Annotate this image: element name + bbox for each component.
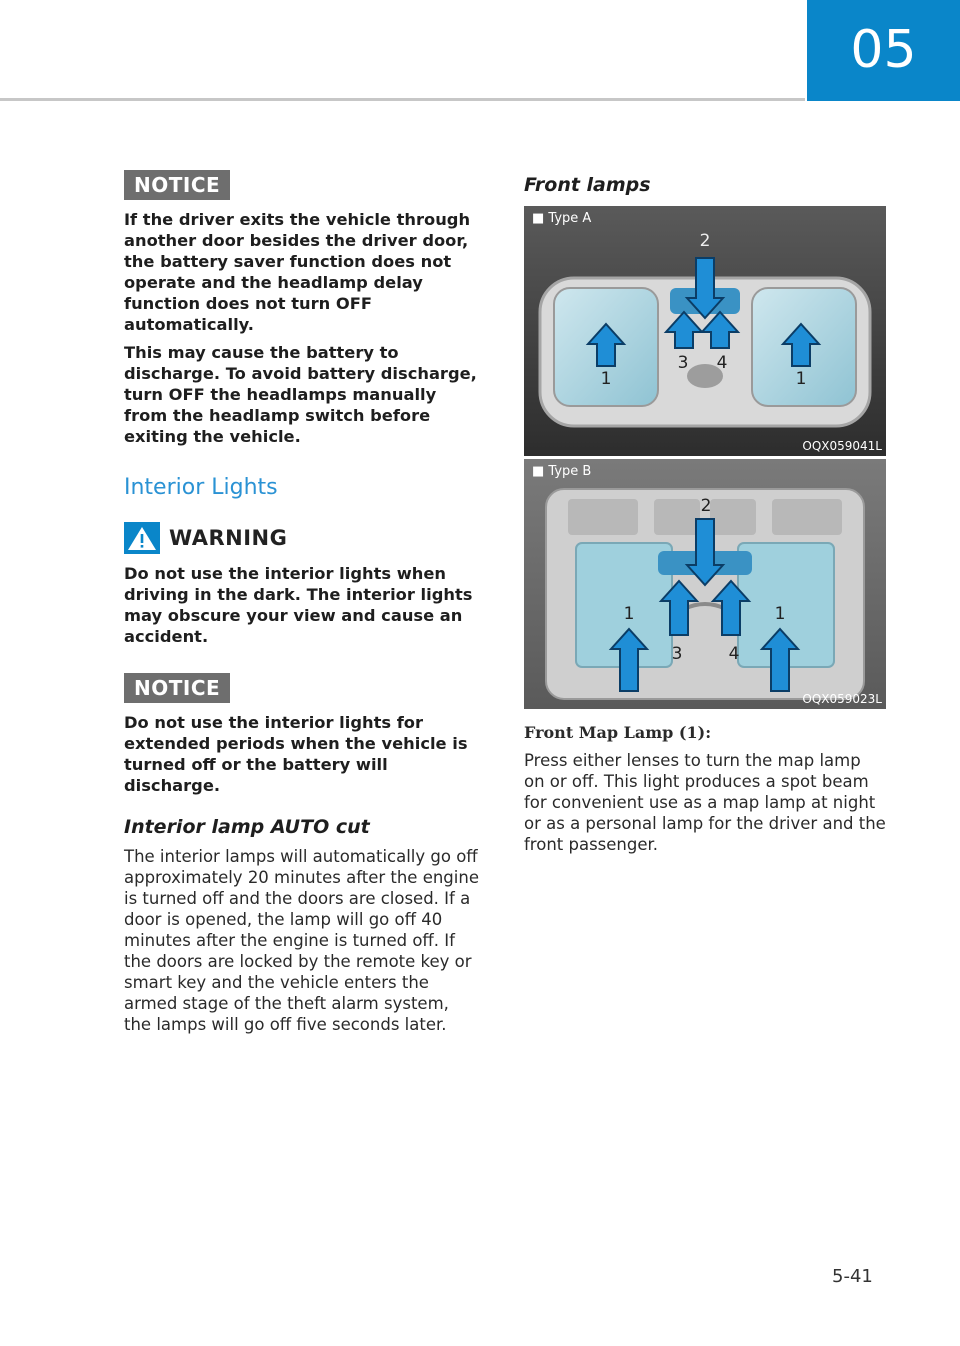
notice-badge: NOTICE (124, 170, 230, 200)
notice-badge: NOTICE (124, 673, 230, 703)
notice-text: Do not use the interior lights for extended periods when the vehicle is turned off or the battery will discharge. (124, 713, 468, 795)
notice-text: If the driver exits the vehicle through another door besides the driver door, the battery saver function does not operate and the headlamp delay function does not turn OFF automatically. (124, 210, 471, 334)
chapter-tab: 05 (807, 0, 960, 101)
figure-code: OQX059041L (802, 439, 882, 453)
callout-label: 2 (699, 231, 711, 251)
figure-type-b (524, 459, 886, 709)
right-column (524, 170, 886, 855)
map-lamp-heading: Front Map Lamp (1): (524, 723, 712, 742)
callout-label: 3 (671, 644, 683, 664)
body-text: Press either lenses to turn the map lamp on or off. This light produces a spot beam for convenient use as a map lamp at night or as a personal lamp for the driver and the front passenger. (524, 751, 886, 854)
section-title: Interior Lights (124, 475, 278, 500)
callout-label: 1 (774, 604, 786, 624)
left-column (124, 170, 480, 1035)
figure-type-label: ■ Type B (532, 464, 592, 479)
header-rule (0, 98, 805, 101)
subsection-title: Interior lamp AUTO cut (124, 816, 370, 838)
callout-label: 1 (623, 604, 635, 624)
callout-label: 1 (795, 369, 807, 389)
callout-label: 2 (700, 496, 712, 516)
figure-type-a (524, 206, 886, 456)
lamp-illustration (524, 459, 886, 709)
figure-code: OQX059023L (802, 692, 882, 706)
callout-label: 4 (728, 644, 740, 664)
warning-label: WARNING (169, 526, 288, 550)
warning-heading (124, 522, 480, 554)
subsection-title: Front lamps (524, 174, 651, 196)
callout-label: 4 (716, 353, 728, 373)
body-text: The interior lamps will automatically go off approximately 20 minutes after the engine is turned off and the doors are closed. If a door is opened, the lamp will go off 40 minutes after the engine is turned off. If the doors are locked by the remote key or smart key and the vehicle enters the armed stage of the theft alarm system, the lamps will go off five seconds later. (124, 847, 479, 1034)
callout-label: 3 (677, 353, 689, 373)
warning-icon (124, 522, 160, 554)
warning-text: Do not use the interior lights when driving in the dark. The interior lights may obscure your view and cause an accident. (124, 564, 473, 646)
figure-type-label: ■ Type A (532, 211, 592, 226)
lamp-illustration (524, 206, 886, 456)
page-number: 5-41 (832, 1266, 873, 1287)
notice-text: This may cause the battery to discharge. To avoid battery discharge, turn OFF the headlamps manually from the headlamp switch before exiting the vehicle. (124, 343, 477, 446)
callout-label: 1 (600, 369, 612, 389)
